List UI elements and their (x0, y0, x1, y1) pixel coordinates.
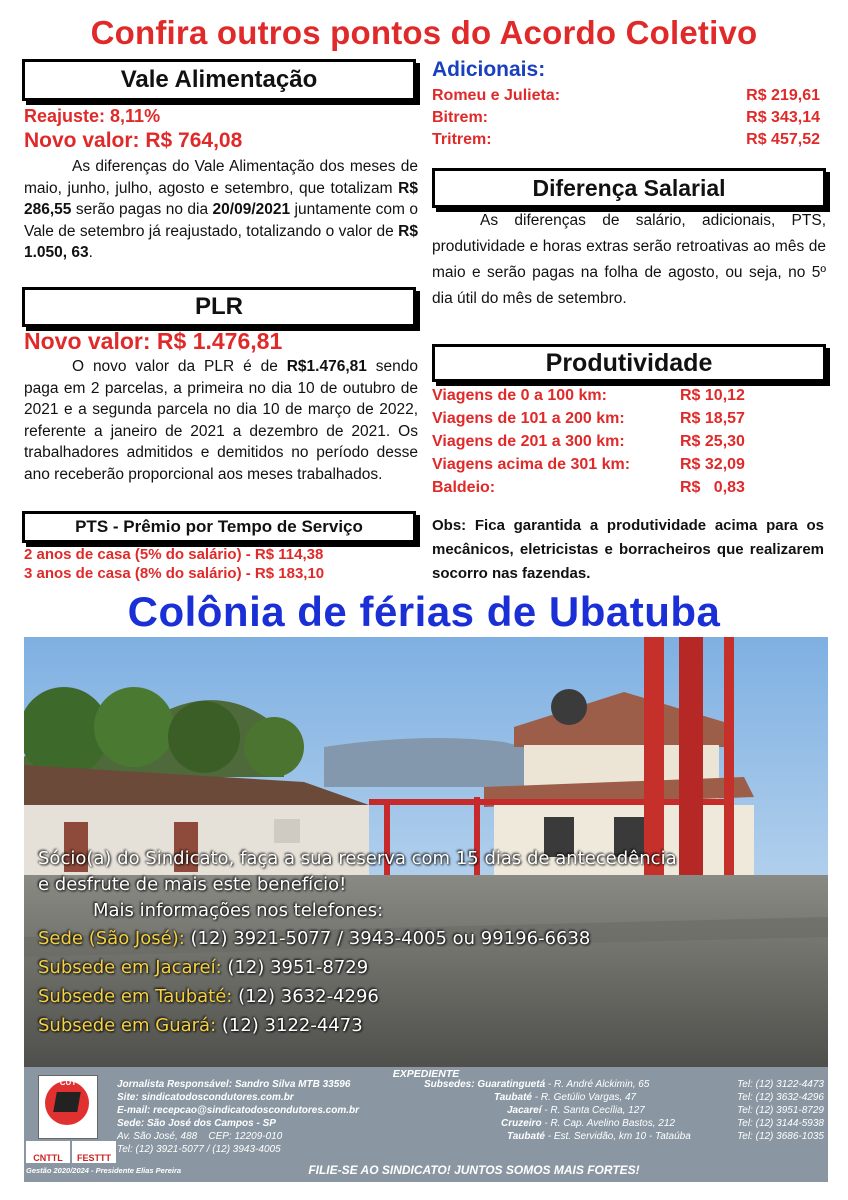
plr-heading: PLR (22, 287, 416, 327)
produtividade-heading: Produtividade (432, 344, 826, 382)
cut-logo (38, 1075, 98, 1139)
cut-logo-text: CUT (59, 1078, 77, 1087)
colonia-overlay (38, 846, 828, 1040)
diferenca-text: As diferenças de salário, adicionais, PTS, produtividade e horas extras serão retroativas ao mês de maio e serão pagas na folha de agosto, ou seja, no 5º dia útil do mês de setembro. (432, 212, 826, 307)
cnttl-logo (26, 1141, 70, 1163)
email: E-mail: recepcao@sindicatodoscondutores.com.br (117, 1105, 360, 1116)
gestao: Gestão 2020/2024 - Presidente Elias Pereira (26, 1166, 182, 1175)
cnttl-logo-text: CNTTL (33, 1153, 63, 1163)
produtividade-row: Viagens de 0 a 100 km: R$ 10,12 (432, 387, 745, 404)
subsedes (424, 1079, 824, 1144)
adicional-row: Tritrem: R$ 457,52 (432, 131, 820, 148)
pts-line-1: 2 anos de casa (5% do salário) - R$ 114,38 (24, 546, 324, 563)
cut-logo-shape (53, 1092, 81, 1112)
produtividade-row: Viagens de 101 a 200 km: R$ 18,57 (432, 410, 745, 427)
colonia-line-3: Mais informações nos telefones: (93, 900, 384, 921)
phone-sede: Sede (São José): (12) 3921-5077 / 3943-4005 ou 99196-6638 (38, 928, 591, 949)
produtividade-row: Viagens acima de 301 km: R$ 32,09 (432, 456, 745, 473)
produtividade-row: Viagens de 201 a 300 km: R$ 25,30 (432, 433, 745, 450)
plr-novo-valor: Novo valor: R$ 1.476,81 (24, 328, 283, 354)
produtividade-list (432, 384, 822, 499)
festtt-logo-text: FESTTT (77, 1153, 111, 1163)
produtividade-obs: Obs: Fica garantida a produtividade acima para os mecânicos, eletricistas e borracheiros que realizarem socorro nas fazendas. (432, 517, 824, 582)
adicional-row: Bitrem: R$ 343,14 (432, 109, 820, 126)
vale-text: As diferenças do Vale Alimentação dos meses de maio, junho, julho, agosto e setembro, que totalizam R$ 286,55 serão pagas no dia 20/09/2021 juntamente com o Vale de setembro já reajustado, totalizando o valor de R$ 1.050, 63. (24, 158, 419, 261)
colonia-line-2: e desfrute de mais este benefício! (38, 874, 347, 895)
jornalista: Jornalista Responsável: Sandro Silva MTB 33596 (117, 1079, 351, 1090)
colonia-title: Colônia de férias de Ubatuba (127, 588, 721, 635)
subsede-row: Cruzeiro - R. Cap. Avelino Bastos, 212 Tel: (12) 3144-5938 (501, 1118, 824, 1129)
telefone-sede: Tel: (12) 3921-5077 / (12) 3943-4005 (117, 1144, 281, 1155)
footer (24, 1067, 828, 1182)
diferenca-heading: Diferença Salarial (432, 168, 826, 208)
subsede-row: Taubaté - R. Getúlio Vargas, 47 Tel: (12) 3632-4296 (494, 1092, 824, 1103)
subsede-row: Taubaté - Est. Servidão, km 10 - Tataúba Tel: (12) 3686-1035 (507, 1131, 824, 1142)
plr-text: O novo valor da PLR é de R$1.476,81 sendo paga em 2 parcelas, a primeira no dia 10 de outubro de 2021 e a segunda parcela no dia 10 de março de 2022, referente a janeiro de 2021 a dezembro de 2021. Os trabalhadores admitidos e demitidos no período desse ano receberão proporcional aos meses trabalhados. (24, 358, 418, 483)
colonia-line-1: Sócio(a) do Sindicato, faça a sua reserva com 15 dias de antecedência (38, 848, 677, 869)
sede: Sede: São José dos Campos - SP (117, 1118, 276, 1129)
vale-novo-valor: Novo valor: R$ 764,08 (24, 129, 243, 152)
subsede-row: Subsedes: Guaratinguetá - R. André Alckimin, 65 Tel: (12) 3122-4473 (424, 1079, 824, 1090)
produtividade-row: Baldeio: R$ 0,83 (432, 479, 745, 496)
adicionais-list (432, 87, 820, 149)
adicional-row: Romeu e Julieta: R$ 219,61 (432, 87, 820, 104)
footer-heading: EXPEDIENTE (392, 1068, 460, 1080)
adicionais-heading: Adicionais: (432, 58, 546, 81)
pts-heading: PTS - Prêmio por Tempo de Serviço (22, 511, 416, 543)
vale-reajuste: Reajuste: 8,11% (24, 106, 161, 126)
page-title: Confira outros pontos do Acordo Coletivo (90, 14, 758, 51)
festtt-logo (72, 1141, 116, 1163)
phone-taubate: Subsede em Taubaté: (12) 3632-4296 (38, 986, 379, 1007)
site: Site: sindicatodoscondutores.com.br (117, 1092, 294, 1103)
endereco: Av. São José, 488 CEP: 12209-010 (117, 1131, 283, 1142)
phone-jacarei: Subsede em Jacareí: (12) 3951-8729 (38, 957, 369, 978)
vale-heading: Vale Alimentação (22, 59, 416, 101)
slogan: FILIE-SE AO SINDICATO! JUNTOS SOMOS MAIS FORTES! (308, 1163, 640, 1177)
subsede-row: Jacareí - R. Santa Cecília, 127 Tel: (12) 3951-8729 (507, 1105, 824, 1116)
phone-guara: Subsede em Guará: (12) 3122-4473 (38, 1015, 363, 1036)
pts-line-2: 3 anos de casa (8% do salário) - R$ 183,10 (24, 565, 325, 582)
